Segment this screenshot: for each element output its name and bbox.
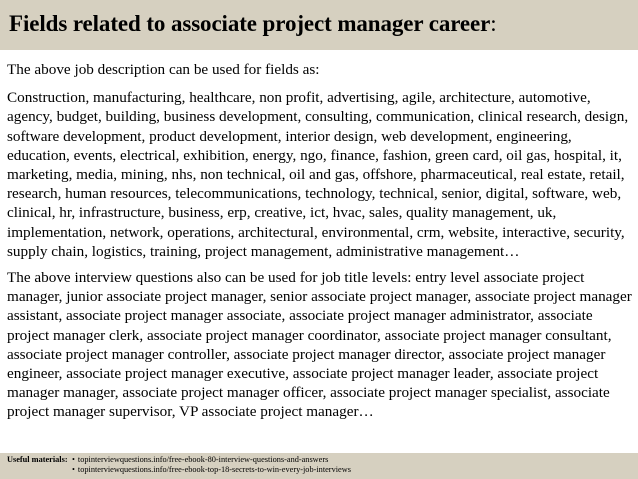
footer-link-1[interactable]: [72, 455, 328, 465]
fields-paragraph: Construction, manufacturing, healthcare, non profit, advertising, agile, architecture, automotive, agency, budget, building, business development, consulting, communication, clinical research, design, software development, product development, interior design, web development, engineering, education, events, electrical, exhibition, energy, ngo, finance, fashion, green card, oil gas, hospital, it, marketing, media, mining, nhs, non technical, oil and gas, offshore, pharmaceutical, real estate, retail, research, human resources, telecommunications, technology, technical, senior, digital, software, web, clinical, hr, infrastructure, business, erp, creative, ict, hvac, sales, quality management, uk, implementation, network, operations, architectural, environmental, crm, website, interactive, security, supply chain, logistics, training, project management, administrative management…: [7, 89, 629, 260]
footer-link-2[interactable]: [72, 465, 351, 475]
useful-materials-label-text: Useful materials: [7, 455, 65, 464]
footer-link-2-text: topinterviewquestions.info/free-ebook-top-18-secrets-to-win-every-job-interviews: [77, 465, 351, 474]
footer-link-1-text: topinterviewquestions.info/free-ebook-80-interview-questions-and-answers: [77, 455, 329, 464]
footer-banner: [0, 453, 638, 479]
page-title-colon: :: [490, 11, 497, 36]
bullet-icon: •: [72, 455, 75, 464]
intro-paragraph: The above job description can be used for fields as:: [7, 61, 320, 78]
useful-materials-label: [7, 455, 72, 465]
slide-body: [7, 60, 633, 422]
page-title-text: Fields related to associate project manager career: [9, 11, 491, 36]
job-levels-paragraph: The above interview questions also can be used for job title levels: entry level associate project manager, junior associate project manager, senior associate project manager, associate project manager assistant, associate project manager associate, associate project manager administrator, associate project manager clerk, associate project manager coordinator, associate project manager consultant, associate project manager controller, associate project manager director, associate project manager engineer, associate project manager executive, associate project manager leader, associate project manager manager, associate project manager officer, associate project manager specialist, associate project manager supervisor, VP associate project manager…: [7, 269, 632, 421]
footer-row-1: [7, 455, 638, 465]
bullet-icon: •: [72, 465, 75, 474]
title-banner: [0, 0, 638, 50]
footer-label-spacer: [7, 465, 72, 475]
footer-row-2: [7, 465, 638, 475]
useful-materials-label-colon: :: [64, 455, 68, 464]
page-title: [9, 10, 638, 38]
